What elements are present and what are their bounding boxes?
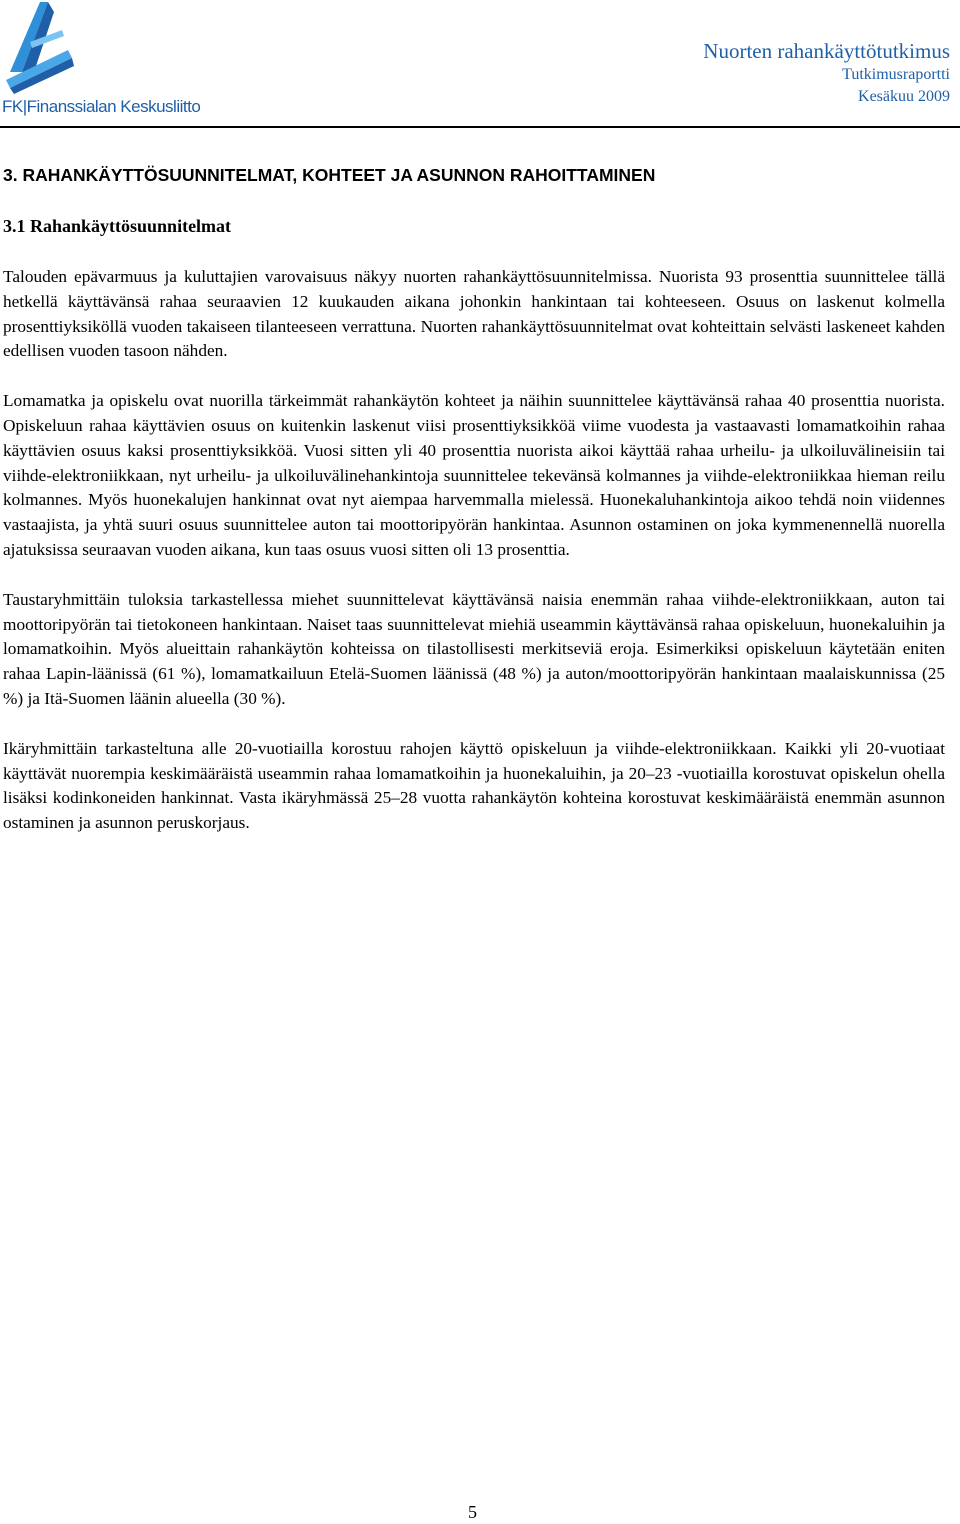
report-date: Kesäkuu 2009 [858, 88, 950, 105]
page-number: 5 [468, 1502, 477, 1522]
report-title: Nuorten rahankäyttötutkimus [703, 39, 950, 63]
body-paragraph: Lomamatka ja opiskelu ovat nuorilla tärkeimmät rahankäytön kohteet ja näihin suunnittelee käyttävänsä rahaa 40 prosenttia nuorista. Opiskeluun rahaa käyttävien osuus on kuitenkin laskenut viisi prosenttiyksikköä viime vuodesta ja vastaavasti lomamatkoihin rahaa käyttävien osuus kaksi prosenttiyksikköä. Vuosi sitten yli 40 prosenttia nuorista aikoi käyttää rahaa urheilu- ja ulkoiluvälineisiin tai viihde-elektroniikkaan, nyt urheilu- ja ulkoiluvälinehankintoja suunnittelee tekevänsä kolmannes ja viihde-elektroniikkaa hieman reilu kolmannes. Myös huonekalujen hankinnat ovat nyt aiempaa harvemmalla mielessä. Huonekaluhankintoja aikoo tehdä noin viidennes vastaajista, ja yhtä suuri osuus suunnittelee auton tai moottoripyörän hankintaa. Asunnon ostaminen on joka kymmenennellä nuorella ajatuksissa seuraavan vuoden aikana, kun taas osuus vuosi sitten oli 13 prosenttia. [3, 391, 945, 559]
header-divider [0, 126, 960, 128]
fk-logo-icon [2, 2, 82, 97]
body-paragraph: Ikäryhmittäin tarkasteltuna alle 20-vuotiailla korostuu rahojen käyttö opiskeluun ja viihde-elektroniikkaan. Kaikki yli 20-vuotiaat käyttävät nuorempia keskimääräistä useammin rahaa lomamatkoihin ja huonekaluihin, ja 20–23 -vuotiailla korostuvat opiskelun ohella lisäksi kodinkoneiden hankinnat. Vasta ikäryhmässä 25–28 vuotta rahankäytön kohteina korostuvat keskimääräistä enemmän asunnon ostaminen ja asunnon peruskorjaus. [3, 738, 945, 833]
report-header [703, 38, 950, 108]
body-paragraph: Taustaryhmittäin tuloksia tarkastellessa miehet suunnittelevat käyttävänsä naisia enemmän rahaa viihde-elektroniikkaan, auton tai moottoripyörän tai tietokoneen hankintaan. Naiset taas suunnittelevat miehiä useammin käyttävänsä rahaa opiskeluun, huonekaluihin ja lomamatkoihin. Myös alueittain rahankäytön kohteissa on tilastollisesti merkitseviä eroja. Esimerkiksi opiskeluun käytetään eniten rahaa Lapin-läänissä (61 %), lomamatkailuun Etelä-Suomen läänissä (48 %) ja auton/moottoripyörän hankintaan maalaiskunnissa (25 %) ja Itä-Suomen läänin alueella (30 %). [3, 589, 945, 708]
report-type: Tutkimusraportti [842, 66, 950, 83]
logo-text: FK|Finanssialan Keskusliitto [2, 97, 201, 116]
section-heading: 3. RAHANKÄYTTÖSUUNNITELMAT, KOHTEET JA ASUNNON RAHOITTAMINEN [3, 165, 656, 185]
body-paragraph: Talouden epävarmuus ja kuluttajien varovaisuus näkyy nuorten rahankäyttösuunnitelmissa. Nuorista 93 prosenttia suunnittelee tällä hetkellä käyttävänsä rahaa seuraavien 12 kuukauden aikana johonkin hankintaan tai kohteeseen. Osuus on laskenut kolmella prosenttiyksiköllä vuoden takaiseen tilanteeseen verrattuna. Nuorten rahankäyttösuunnitelmat ovat kohteittain selvästi laskeneet kahden edellisen vuoden tasoon nähden. [3, 267, 945, 361]
subsection-heading: 3.1 Rahankäyttösuunnitelmat [3, 216, 232, 236]
fk-logo [2, 2, 201, 120]
page-content [3, 163, 945, 836]
